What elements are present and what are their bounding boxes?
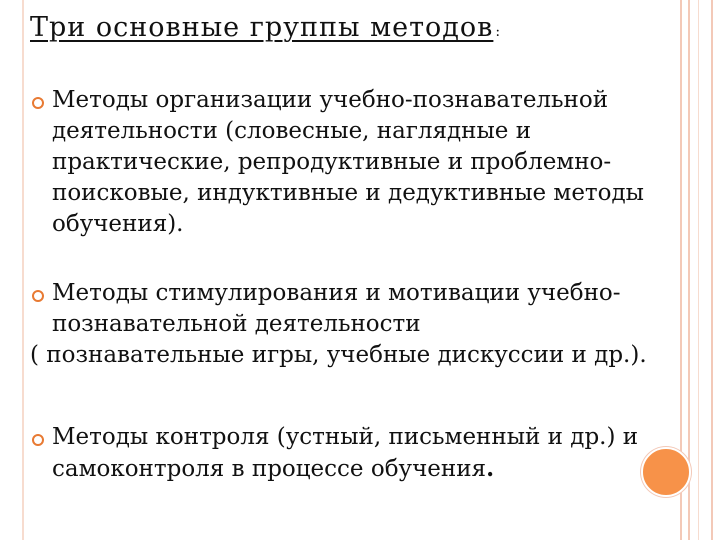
list-item-control-methods [52, 422, 652, 485]
frame-line-right-3 [698, 0, 699, 540]
list-item-stimulation-methods [30, 278, 652, 371]
bullet-ring-icon [32, 97, 44, 109]
frame-line-left [22, 0, 24, 540]
list-item-line: ( познавательные игры, учебные дискуссии и др.). [30, 342, 647, 368]
list-item-organization-methods [52, 85, 652, 240]
frame-line-right-4 [711, 0, 713, 540]
list-item-line: обучения). [52, 211, 184, 237]
list-item-end-mark: . [486, 455, 495, 482]
list-item-line [52, 453, 652, 485]
list-item-line: поисковые, индуктивные и дедуктивные методы [52, 180, 644, 206]
list-item-line: деятельности (словесные, наглядные и [52, 118, 532, 144]
frame-line-right-2 [688, 0, 690, 540]
title-colon: : [495, 24, 502, 40]
list-item-line: Методы контроля (устный, письменный и др.) и [52, 424, 639, 450]
title-text: Три основные группы методов [30, 12, 494, 43]
list-item-line-text: самоконтроля в процессе обучения [52, 456, 487, 482]
list-item-line: практические, репродуктивные и проблемно- [52, 149, 612, 175]
list-item-line: Методы организации учебно-познавательной [52, 87, 609, 113]
slide-title [30, 12, 501, 43]
list-item-line: познавательной деятельности [52, 311, 421, 337]
list-item-line: Методы стимулирования и мотивации учебно- [52, 280, 621, 306]
bullet-ring-icon [32, 434, 44, 446]
bullet-ring-icon [32, 290, 44, 302]
